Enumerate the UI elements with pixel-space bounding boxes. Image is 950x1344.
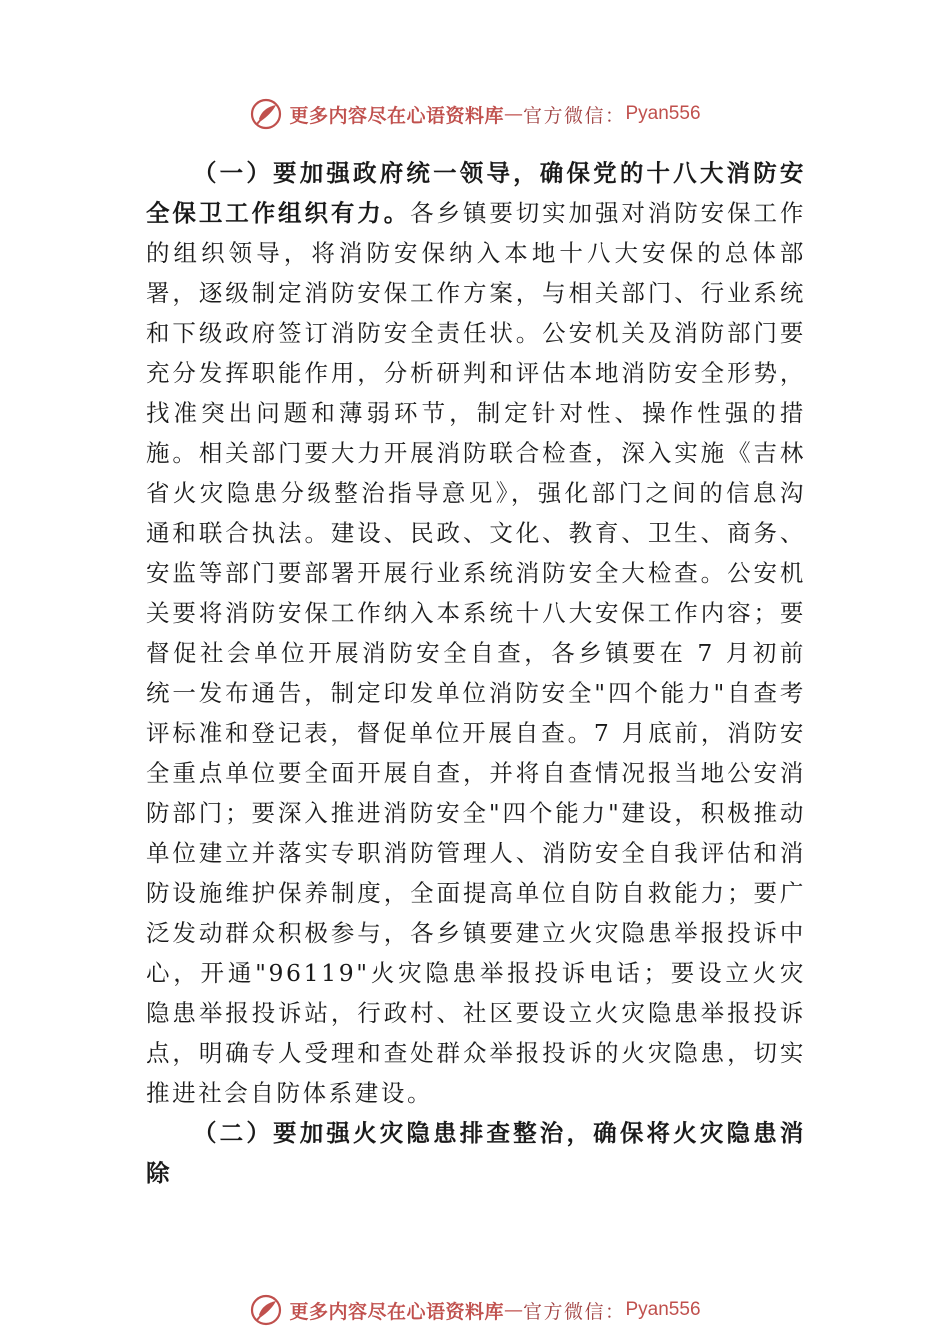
paragraph-2-heading: （二）要加强火灾隐患排查整治，确保将火灾隐患消除 [146,1119,806,1187]
footer-banner [0,1290,950,1330]
footer-brand-text: 更多内容尽在心语资料库 [289,1300,504,1323]
footer-official-label: 官方微信： [522,1300,626,1323]
brand-logo-icon [249,1293,283,1327]
header-separator: — [503,103,523,125]
brand-logo-icon [249,97,283,131]
paragraph-1-heading: （一）要加强政府统一领导，确保党的十八大消防安全保卫工作组织有力。 [146,159,806,227]
header-official-label: 官方微信： [522,104,626,127]
header-wechat-id: Pyan556 [625,103,701,124]
footer-wechat-id: Pyan556 [625,1299,701,1320]
document-body [146,153,806,1193]
header-brand-text: 更多内容尽在心语资料库 [289,104,504,127]
paragraph-1 [146,153,806,1113]
header-banner [0,94,950,134]
footer-separator: — [503,1299,523,1321]
paragraph-1-text: 各乡镇要切实加强对消防安保工作的组织领导，将消防安保纳入本地十八大安保的总体部署，逐级制定消防安保工作方案，与相关部门、行业系统和下级政府签订消防安全责任状。公安机关及消防部门要充分发挥职能作用，分析研判和评估本地消防安全形势，找准突出问题和薄弱环节，制定针对性、操作性强的措施。相关部门要大力开展消防联合检查，深入实施《吉林省火灾隐患分级整治指导意见》，强化部门之间的信息沟通和联合执法。建设、民政、文化、教育、卫生、商务、安监等部门要部署开展行业系统消防安全大检查。公安机关要将消防安保工作纳入本系统十八大安保工作内容；要督促社会单位开展消防安全自查，各乡镇要在 7 月初前统一发布通告，制定印发单位消防安全"四个能力"自查考评标准和登记表，督促单位开展自查。7 月底前，消防安全重点单位要全面开展自查，并将自查情况报当地公安消防部门；要深入推进消防安全"四个能力"建设，积极推动单位建立并落实专职消防管理人、消防安全自我评估和消防设施维护保养制度，全面提高单位自防自救能力；要广泛发动群众积极参与，各乡镇要建立火灾隐患举报投诉中心，开通"96119"火灾隐患举报投诉电话；要设立火灾隐患举报投诉站，行政村、社区要设立火灾隐患举报投诉点，明确专人受理和查处群众举报投诉的火灾隐患，切实推进社会自防体系建设。 [146,199,806,1107]
paragraph-2 [146,1113,806,1193]
